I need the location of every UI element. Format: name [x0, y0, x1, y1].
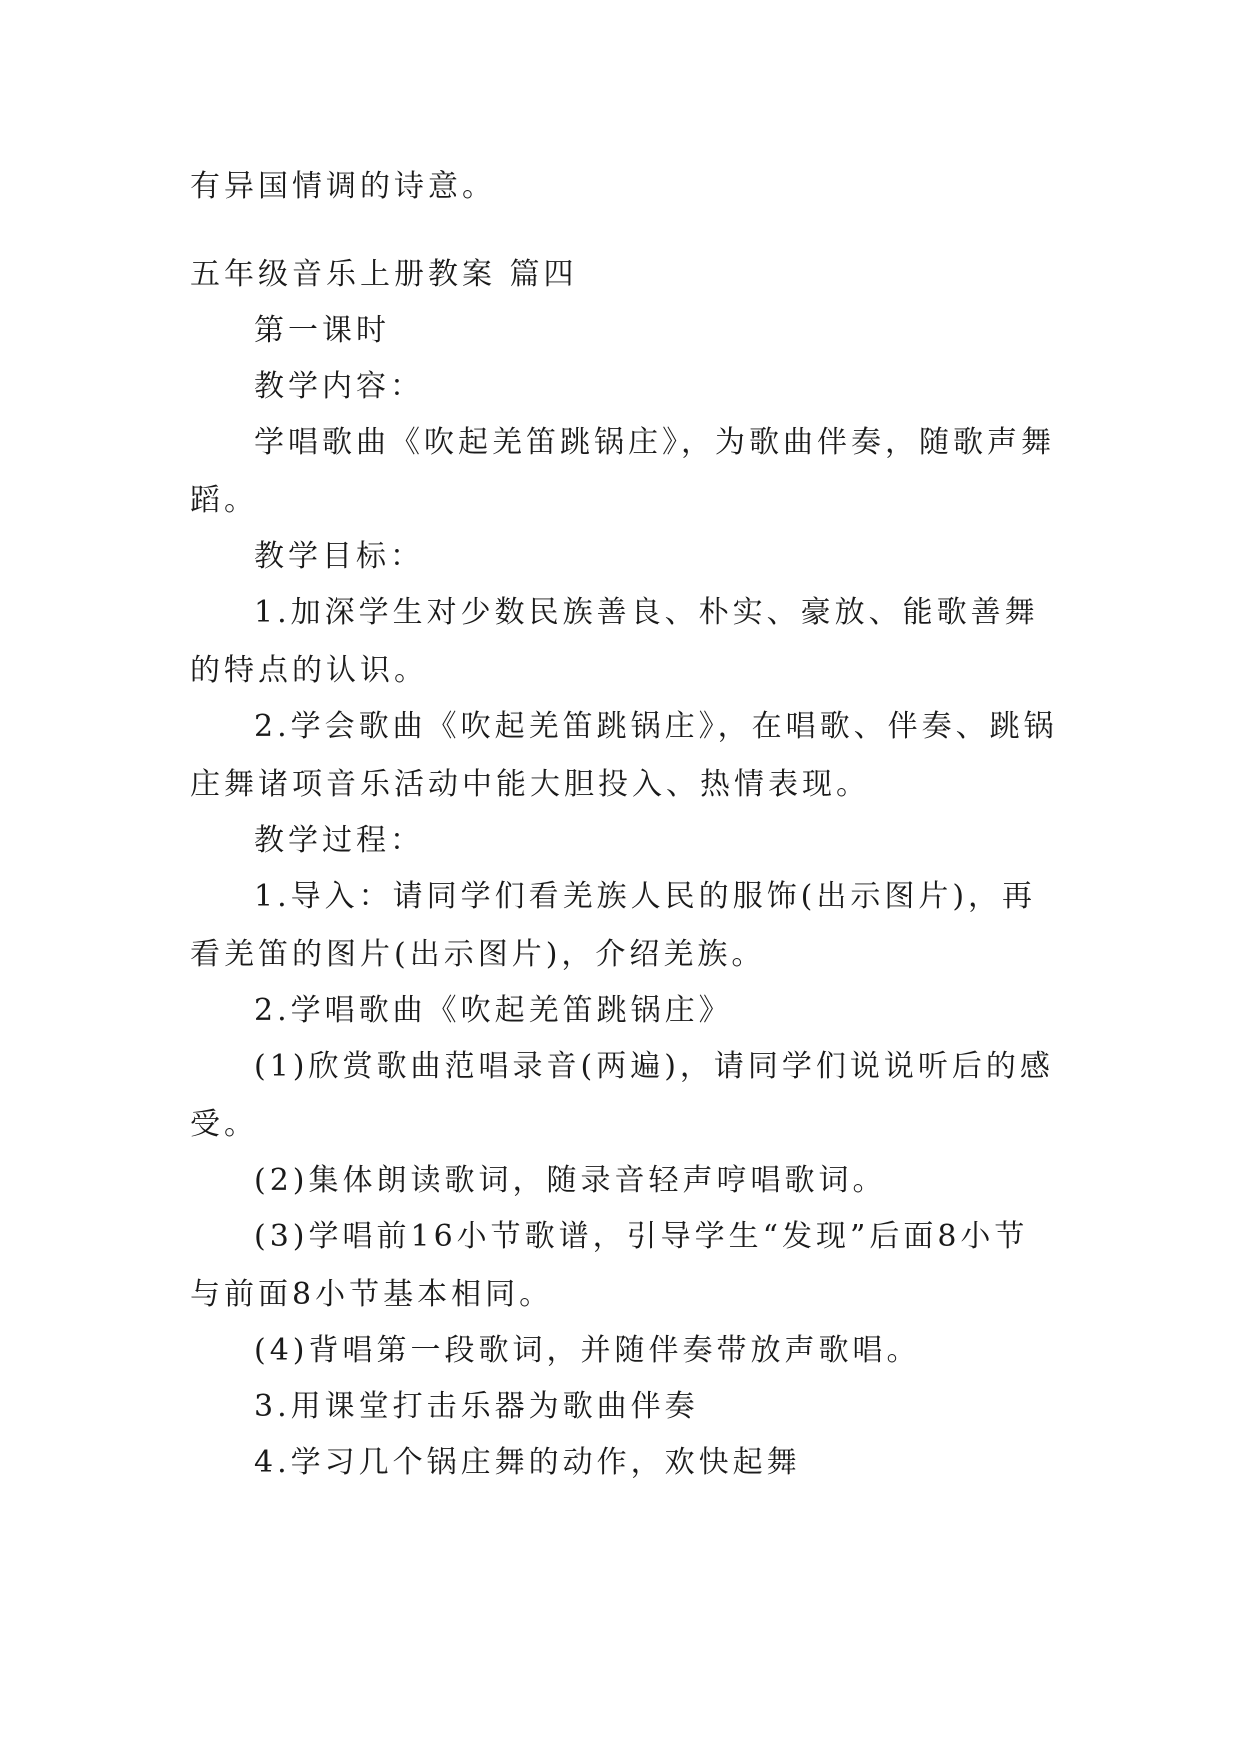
process-substep-4: (4)背唱第一段歌词，并随伴奏带放声歌唱。: [254, 1333, 921, 1368]
process-step-2: 2.学唱歌曲《吹起羌笛跳锅庄》: [254, 993, 733, 1028]
lesson-title: 第一课时: [254, 313, 390, 348]
process-substep-3: (3)学唱前16小节歌谱，引导学生“发现”后面8小节与前面8小节基本相同。: [190, 1219, 1029, 1312]
teaching-goal-2: 2.学会歌曲《吹起羌笛跳锅庄》，在唱歌、伴奏、跳锅庄舞诸项音乐活动中能大胆投入、热情表现。: [190, 709, 1058, 802]
paragraph-continuation: 有异国情调的诗意。: [190, 169, 496, 204]
process-step-4: 4.学习几个锅庄舞的动作，欢快起舞: [254, 1445, 801, 1480]
teaching-goals-label: 教学目标：: [254, 539, 424, 574]
process-step-3: 3.用课堂打击乐器为歌曲伴奏: [254, 1389, 699, 1424]
teaching-content-text: 学唱歌曲《吹起羌笛跳锅庄》，为歌曲伴奏，随歌声舞蹈。: [190, 425, 1055, 518]
process-substep-1: (1)欣赏歌曲范唱录音(两遍)，请同学们说说听后的感受。: [190, 1049, 1054, 1142]
process-step-1: 1.导入：请同学们看羌族人民的服饰(出示图片)，再看羌笛的图片(出示图片)，介绍羌族。: [190, 879, 1037, 972]
process-substep-2: (2)集体朗读歌词，随录音轻声哼唱歌词。: [254, 1163, 887, 1198]
teaching-process-label: 教学过程：: [254, 823, 424, 858]
section-heading: 五年级音乐上册教案 篇四: [190, 257, 578, 292]
teaching-content-label: 教学内容：: [254, 369, 424, 404]
teaching-goal-1: 1.加深学生对少数民族善良、朴实、豪放、能歌善舞的特点的认识。: [190, 595, 1039, 688]
